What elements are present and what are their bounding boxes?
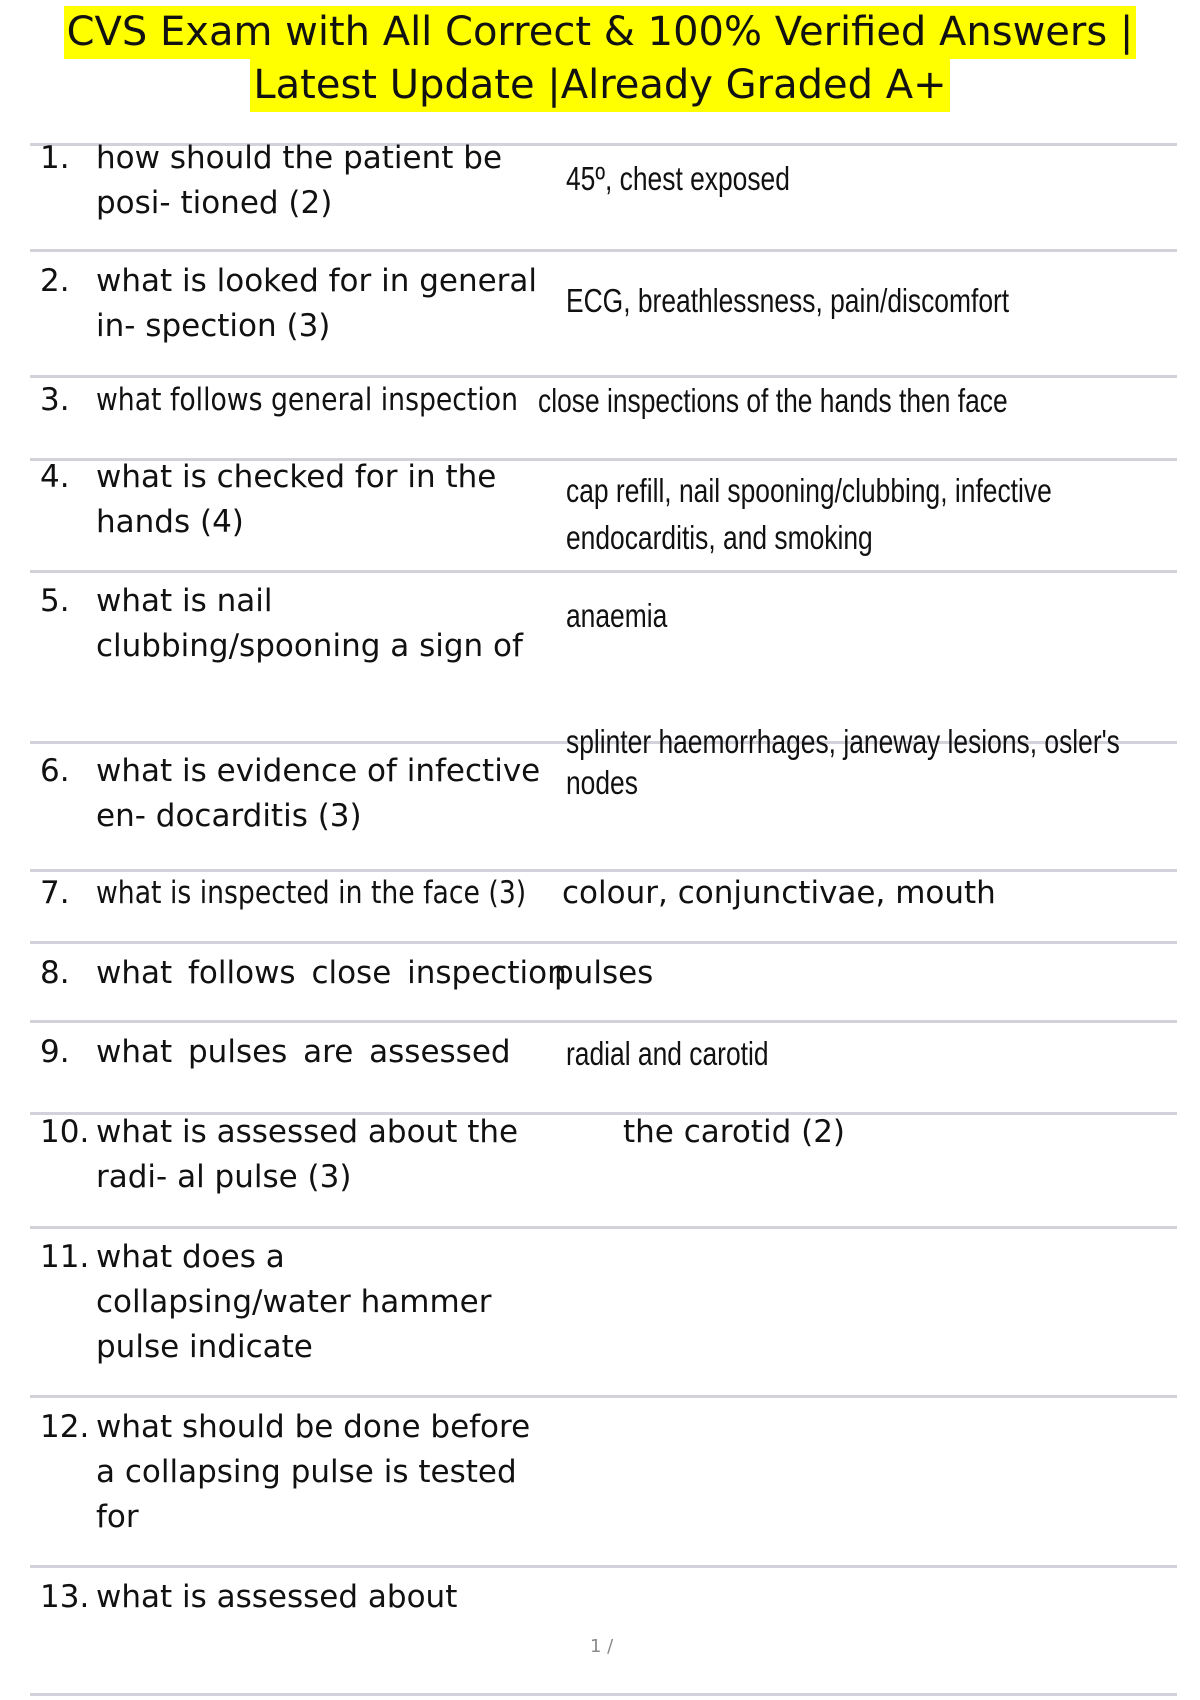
- answer-text-line-2: nodes: [566, 764, 638, 801]
- item-number: 6.: [40, 753, 70, 789]
- question-text: what follows close inspection: [96, 955, 567, 991]
- title-line-2: Latest Update |Already Graded A+: [250, 59, 949, 112]
- item-number: 12.: [40, 1409, 90, 1445]
- answer-text: pulses: [554, 955, 654, 991]
- question-text: what pulses are assessed: [96, 1034, 511, 1070]
- item-number: 4.: [40, 459, 70, 495]
- item-number: 3.: [40, 382, 70, 418]
- question-text: what is assessed about the radi- al pulse (3): [96, 1114, 519, 1195]
- question-text: what is looked for in general in- spection (3): [96, 263, 538, 344]
- answer-text: ECG, breathlessness, pain/discomfort: [566, 282, 1010, 319]
- row-divider: [30, 570, 1177, 573]
- row-divider: [30, 1693, 1177, 1696]
- title-line-1: CVS Exam with All Correct & 100% Verified Answers |: [64, 6, 1137, 59]
- item-number: 11.: [40, 1239, 90, 1275]
- page-number: 1 /: [590, 1636, 614, 1657]
- answer-text: colour, conjunctivae, mouth: [562, 875, 996, 911]
- document-title: [0, 6, 1200, 112]
- question-text: what is assessed about: [96, 1579, 458, 1615]
- item-number: 1.: [40, 140, 70, 176]
- item-number: 8.: [40, 955, 70, 991]
- item-number: 5.: [40, 583, 70, 619]
- answer-text: anaemia: [566, 597, 668, 634]
- answer-text: radial and carotid: [566, 1035, 769, 1072]
- question-text: what should be done before a collapsing pulse is tested for: [96, 1409, 531, 1535]
- answer-text-line-2: endocarditis, and smoking: [566, 519, 873, 556]
- answer-text: the carotid (2): [623, 1114, 846, 1150]
- item-number: 10.: [40, 1114, 90, 1150]
- item-number: 13.: [40, 1579, 90, 1615]
- question-text: how should the patient be posi- tioned (2): [96, 140, 503, 221]
- answer-text: close inspections of the hands then face: [538, 382, 1008, 419]
- answer-text-line-1: splinter haemorrhages, janeway lesions, osler's: [566, 723, 1120, 760]
- row-divider: [30, 1395, 1177, 1398]
- item-number: 9.: [40, 1034, 70, 1070]
- question-text: what is checked for in the hands (4): [96, 459, 497, 540]
- question-text: what is evidence of infective en- docarditis (3): [96, 753, 541, 834]
- row-divider: [30, 1565, 1177, 1568]
- row-divider: [30, 941, 1177, 944]
- question-text: what does a collapsing/water hammer pulse indicate: [96, 1239, 492, 1365]
- row-divider: [30, 249, 1177, 252]
- question-text: what follows general inspection: [96, 382, 519, 418]
- item-number: 7.: [40, 875, 70, 911]
- row-divider: [30, 1020, 1177, 1023]
- row-divider: [30, 1226, 1177, 1229]
- answer-text-line-1: cap refill, nail spooning/clubbing, infective: [566, 472, 1052, 509]
- answer-text: 45º, chest exposed: [566, 160, 790, 197]
- question-text: what is nail clubbing/spooning a sign of: [96, 583, 523, 664]
- question-text: what is inspected in the face (3): [96, 875, 527, 911]
- item-number: 2.: [40, 263, 70, 299]
